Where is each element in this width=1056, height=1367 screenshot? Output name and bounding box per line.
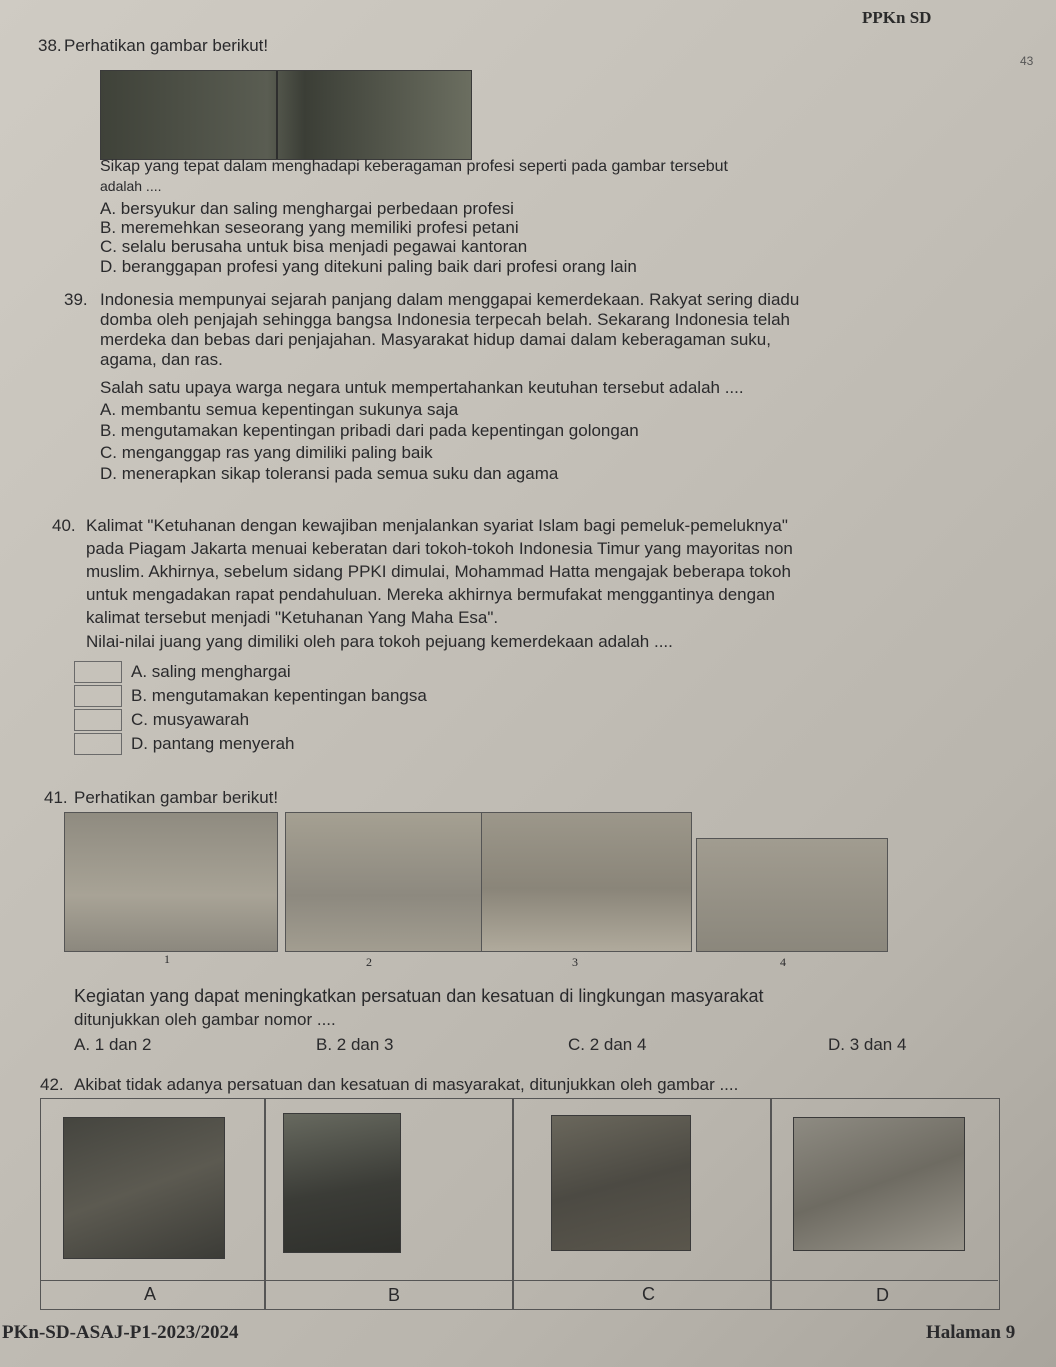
q40-answer-box-d[interactable] [74, 733, 122, 755]
q38-option-d: D. beranggapan profesi yang ditekuni paling baik dari profesi orang lain [100, 257, 637, 276]
illustration-1 [64, 812, 278, 952]
q42-prompt: Akibat tidak adanya persatuan dan kesatuan di masyarakat, ditunjukkan oleh gambar .... [74, 1075, 739, 1094]
q39-line3: merdeka dan bebas dari penjajahan. Masyarakat hidup damai dalam keberagaman suku, [100, 330, 771, 349]
photo-d [793, 1117, 965, 1251]
q38-option-a: A. bersyukur dan saling menghargai perbedaan profesi [100, 199, 514, 218]
q40-answer-box-a[interactable] [74, 661, 122, 683]
photo-a [63, 1117, 225, 1259]
footer-page: Halaman 9 [926, 1322, 1016, 1343]
q38-stem-line1: Sikap yang tepat dalam menghadapi keberagaman profesi seperti pada gambar tersebut [100, 158, 728, 175]
q41-stem-line2: ditunjukkan oleh gambar nomor .... [74, 1010, 336, 1029]
illustration-2 [285, 812, 482, 952]
choice-cell-a[interactable] [40, 1098, 266, 1310]
farmers-photo [100, 70, 472, 160]
photo-b [283, 1113, 401, 1253]
q40-answer-box-b[interactable] [74, 685, 122, 707]
choice-label-d: D [876, 1285, 889, 1305]
q40-line3: muslim. Akhirnya, sebelum sidang PPKI dimulai, Mohammad Hatta mengajak beberapa tokoh [86, 562, 791, 581]
choice-cell-c[interactable] [512, 1098, 772, 1310]
q39-option-a: A. membantu semua kepentingan sukunya saja [100, 400, 459, 419]
q41-stem-line1: Kegiatan yang dapat meningkatkan persatuan dan kesatuan di lingkungan masyarakat [74, 986, 764, 1006]
photo-c [551, 1115, 691, 1251]
q39-option-c: C. menganggap ras yang dimiliki paling baik [100, 443, 433, 462]
q40-answer-box-c[interactable] [74, 709, 122, 731]
choice-label-c: C [642, 1284, 655, 1304]
q40-option-a: A. saling menghargai [131, 662, 291, 681]
q40-question: Nilai-nilai juang yang dimiliki oleh para tokoh pejuang kemerdekaan adalah .... [86, 632, 673, 651]
q38-stem-line2: adalah .... [100, 178, 162, 194]
illustration-4 [696, 838, 888, 952]
q38-option-c: C. selalu berusaha untuk bisa menjadi pegawai kantoran [100, 237, 528, 256]
footer-code: PKn-SD-ASAJ-P1-2023/2024 [2, 1322, 239, 1343]
q42-number: 42. [40, 1075, 64, 1094]
q38-option-b: B. meremehkan seseorang yang memiliki profesi petani [100, 218, 519, 237]
illustration-3 [481, 812, 692, 952]
q41-option-a: A. 1 dan 2 [74, 1035, 152, 1054]
subject-code: PPKn SD [862, 8, 932, 27]
q40-line5: kalimat tersebut menjadi "Ketuhanan Yang Maha Esa". [86, 608, 499, 627]
q40-option-c: C. musyawarah [131, 710, 250, 729]
q40-option-b: B. mengutamakan kepentingan bangsa [131, 686, 427, 705]
choice-cell-d[interactable] [770, 1098, 1000, 1310]
q40-option-d: D. pantang menyerah [131, 734, 295, 753]
q38-prompt: Perhatikan gambar berikut! [64, 36, 269, 55]
q41-option-d: D. 3 dan 4 [828, 1035, 907, 1054]
q40-line2: pada Piagam Jakarta menuai keberatan dari tokoh-tokoh Indonesia Timur yang mayoritas non [86, 539, 793, 558]
q39-question: Salah satu upaya warga negara untuk mempertahankan keutuhan tersebut adalah .... [100, 378, 744, 397]
q39-line1: Indonesia mempunyai sejarah panjang dalam menggapai kemerdekaan. Rakyat sering diadu [100, 290, 800, 309]
q39-number: 39. [64, 290, 88, 309]
q41-number: 41. [44, 788, 68, 807]
choice-label-a: A [144, 1284, 157, 1304]
q40-line1: Kalimat "Ketuhanan dengan kewajiban menjalankan syariat Islam bagi pemeluk-pemeluknya" [86, 516, 788, 535]
choice-cell-b[interactable] [264, 1098, 514, 1310]
label-row-divider [40, 1280, 998, 1281]
photo-divider [276, 71, 278, 159]
q41-prompt: Perhatikan gambar berikut! [74, 788, 279, 807]
q38-number: 38. [38, 36, 62, 55]
image-label-3: 3 [572, 955, 578, 969]
image-label-4: 4 [780, 955, 786, 969]
q39-option-d: D. menerapkan sikap toleransi pada semua suku dan agama [100, 464, 559, 483]
q39-option-b: B. mengutamakan kepentingan pribadi dari pada kepentingan golongan [100, 421, 639, 440]
image-label-2: 2 [366, 955, 372, 969]
q41-option-c: C. 2 dan 4 [568, 1035, 647, 1054]
page-mark: 43 [1020, 54, 1034, 68]
q39-line2: domba oleh penjajah sehingga bangsa Indonesia terpecah belah. Sekarang Indonesia telah [100, 310, 790, 329]
q40-line4: untuk mengadakan rapat pendahuluan. Mereka akhirnya bermufakat menggantinya dengan [86, 585, 775, 604]
image-label-1: 1 [164, 952, 170, 966]
q40-number: 40. [52, 516, 76, 535]
q39-line4: agama, dan ras. [100, 350, 223, 369]
q41-option-b: B. 2 dan 3 [316, 1035, 394, 1054]
choice-label-b: B [388, 1285, 401, 1305]
